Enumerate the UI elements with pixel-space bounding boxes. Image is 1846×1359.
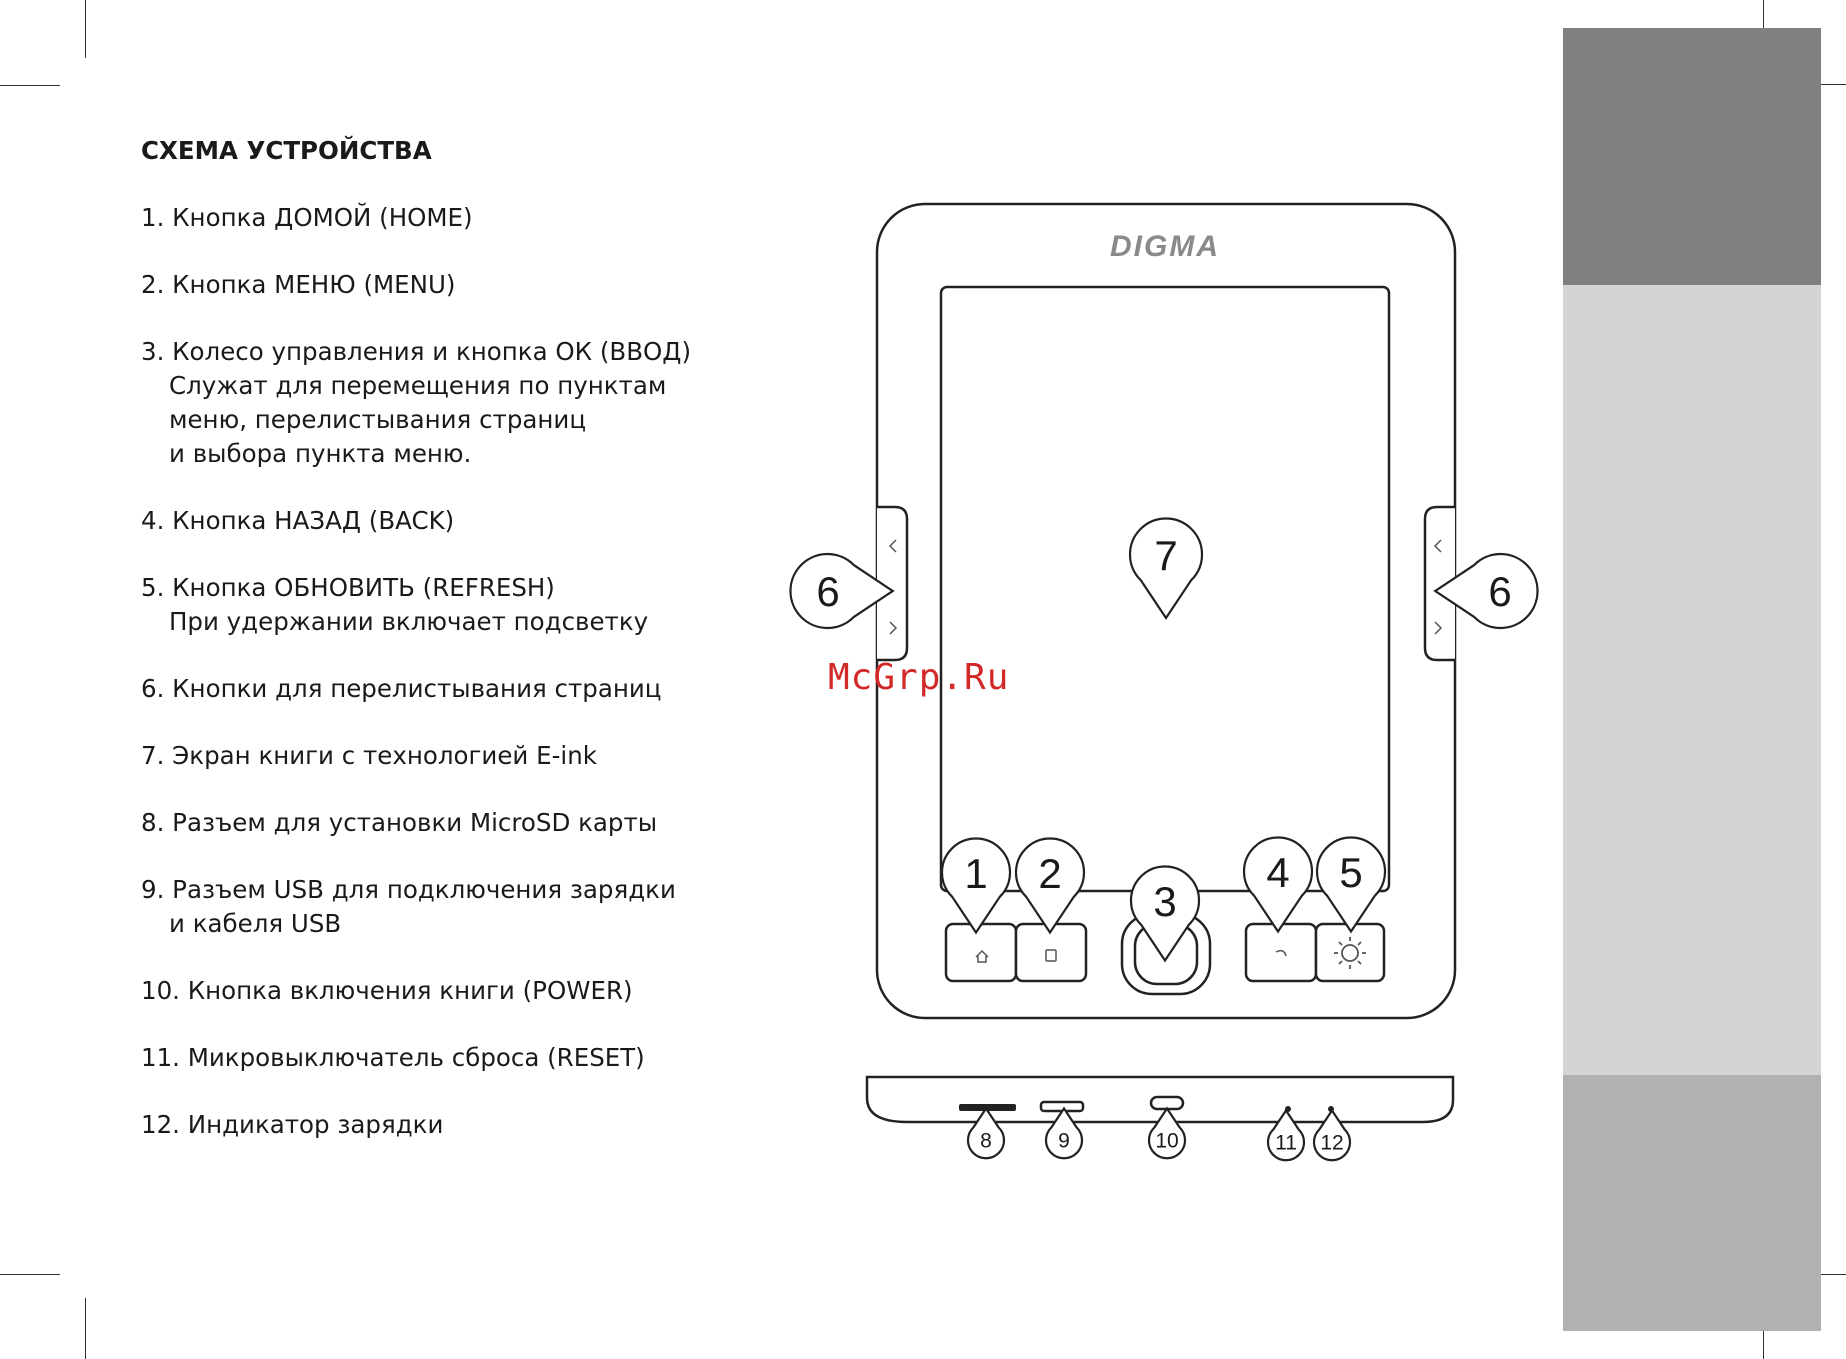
callout-number: 6 [816, 568, 840, 616]
legend-item-text: 7. Экран книги с технологией E-ink [141, 741, 597, 770]
legend-item-text: 10. Кнопка включения книги (POWER) [141, 976, 633, 1005]
callout-number: 12 [1320, 1131, 1344, 1155]
legend-item-subtext: При удержании включает подсветку [169, 607, 649, 636]
legend-item-text: 8. Разъем для установки MicroSD карты [141, 808, 658, 837]
callout-number: 1 [964, 850, 988, 898]
legend-item-text: 3. Колесо управления и кнопка ОК (ВВОД) [141, 337, 692, 366]
legend-title: СХЕМА УСТРОЙСТВА [141, 136, 432, 165]
legend-item-subtext: и выбора пункта меню. [169, 439, 472, 468]
back-button [1246, 924, 1316, 981]
callout-number: 11 [1275, 1131, 1297, 1155]
callout-number: 5 [1339, 849, 1363, 897]
callout-number: 6 [1488, 568, 1512, 616]
callout-number: 10 [1155, 1129, 1179, 1153]
callout-number: 2 [1038, 850, 1062, 898]
legend-item-text: 6. Кнопки для перелистывания страниц [141, 674, 662, 703]
callout-number: 8 [980, 1129, 992, 1153]
refresh-button [1316, 924, 1384, 981]
home-button [946, 924, 1016, 981]
callout-number: 3 [1153, 878, 1177, 926]
legend-item-text: 12. Индикатор зарядки [141, 1110, 444, 1139]
legend-item-text: 2. Кнопка МЕНЮ (MENU) [141, 270, 456, 299]
callout-number: 4 [1266, 849, 1290, 897]
legend-item-subtext: Служат для перемещения по пунктам [169, 371, 667, 400]
legend-item-text: 4. Кнопка НАЗАД (BACK) [141, 506, 455, 535]
callout-number: 7 [1154, 532, 1178, 580]
legend-item-text: 5. Кнопка ОБНОВИТЬ (REFRESH) [141, 573, 555, 602]
legend-item-text: 1. Кнопка ДОМОЙ (HOME) [141, 203, 473, 232]
callout-number: 9 [1058, 1129, 1070, 1153]
legend-item-text: 9. Разъем USB для подключения зарядки [141, 875, 676, 904]
legend-item-text: 11. Микровыключатель сброса (RESET) [141, 1043, 645, 1072]
brand-logo: DIGMA [1110, 230, 1220, 263]
legend-item-subtext: и кабеля USB [169, 909, 342, 938]
legend-item-subtext: меню, перелистывания страниц [169, 405, 587, 434]
watermark: McGrp.Ru [828, 657, 1010, 698]
